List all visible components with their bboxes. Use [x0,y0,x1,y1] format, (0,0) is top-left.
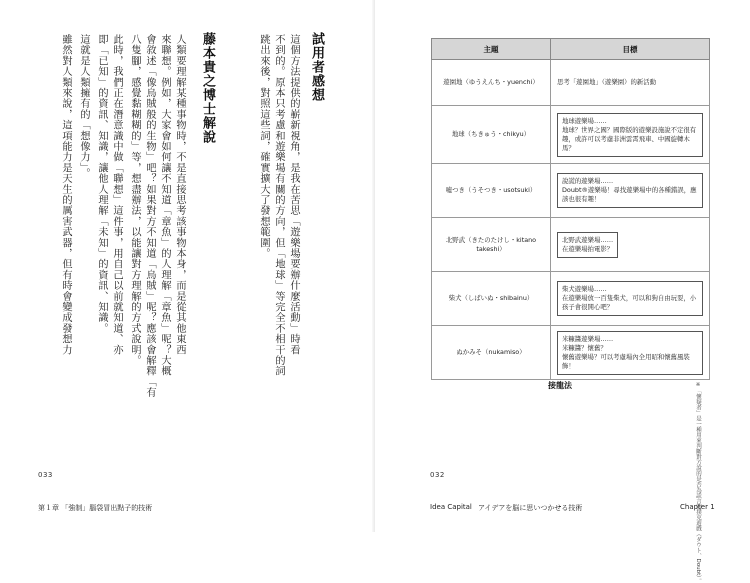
table-cell-topic: 嘘つき（うそつき・usotsuki） [432,164,551,218]
section2-line-7: 這就是人類擁有的「想像力」。 [78,34,89,179]
table-cell-goal [551,164,710,218]
table-cell-topic: ぬかみそ（nukamiso） [432,326,551,380]
topic-goal-table [431,38,710,380]
goal-idea-box: 米糠醬遊樂場…… 米糠醬？懷舊？ 懷舊遊樂場？可以考慮場內全用昭和懷舊風裝飾！ [557,331,703,375]
table-row [432,218,710,272]
section2-line-5: 此時，我們正在潛意識中做「聯想」這件事，用自己以前就知道、亦 [111,34,122,355]
table-cell-topic: 遊園地（ゆうえんち・yuenchi） [432,60,551,106]
page-number-left: 033 [38,471,53,479]
section1-heading: 試用者感想 [309,32,324,102]
table-header-row [432,39,710,60]
table-row [432,326,710,380]
goal-idea-box: 說謊的遊樂場…… Doubt®遊樂場！尋找遊樂場中的各種錯誤，應該也很有趣！ [557,173,703,208]
goal-idea-box: 北野武遊樂場…… 在遊樂場拍電影？ [557,232,618,258]
table-cell-goal [551,218,710,272]
table-body [432,60,710,380]
section2-line-6: 即「已知」的資訊、知識，讓他人理解「未知」的資訊、知識。 [96,34,107,334]
right-footer-chapter: Chapter 1 [680,503,715,511]
goal-text: 思考「遊園地」（遊樂園）的新活動 [557,78,657,86]
table-cell-topic: 地球（ちきゅう・chikyu） [432,106,551,164]
table-cell-topic: 北野武（きたのたけし・kitano takeshi） [432,218,551,272]
goal-idea-box: 地球遊樂場…… 地球？世界之國？國際版的遊樂設施說不定很有趣，或許可以考慮非洲雲霄飛車、中國旋轉木馬？ [557,113,703,157]
table-cell-goal [551,272,710,326]
section2-line-2: 來聯想。例如，大家會如何讓不知道「章魚」的人理解「章魚」呢？大概 [159,34,170,377]
table-cell-goal [551,106,710,164]
section1-line-3: 跳出來後，對照這些詞，確實擴大了發想範圍。 [258,34,269,259]
side-note: ※「懷疑者」是一種用來判斷對方說的是否為謊言的撲克遊戲（ダウト、Doubt）。 [695,382,701,583]
right-footer-book-title: Idea Capital [430,503,472,511]
table-header-goal: 目標 [551,39,710,60]
table-cell-goal [551,60,710,106]
section1-line-1: 這個方法提供的嶄新視角，是我在苦思「遊樂場要辦什麼活動」時看 [288,34,299,355]
page-number-right: 032 [430,471,445,479]
table-row [432,106,710,164]
section2-line-8: 雖然對人類來說，這項能力是天生的厲害武器，但有時會變成發想力 [60,34,71,355]
section1-line-2: 不到的。原本只考慮和遊樂場有關的方向，但「地球」等完全不相干的詞 [273,34,284,377]
right-footer-subtitle: アイデアを脳に思いつかせる技術 [478,504,583,512]
section2-heading: 藤本貴之博士解說 [200,32,215,144]
table-header-topic: 主題 [432,39,551,60]
left-page [0,0,375,532]
goal-idea-box: 柴犬遊樂場…… 在遊樂場放一百隻柴犬，可以和狗自由玩耍，小孩子會很開心吧？ [557,281,703,316]
table-row [432,272,710,326]
left-running-footer: 第１章 「強制」腦袋冒出點子的技術 [38,504,153,512]
section2-line-4: 八隻腳，感覺黏糊糊的」等，想盡辦法，以能讓對方理解的方式說明。 [129,34,140,366]
table-cell-topic: 柴犬（しばいぬ・shibainu） [432,272,551,326]
table-cell-goal [551,326,710,380]
section-heading-chain: 接龍法 [548,381,572,390]
section2-line-3: 會敘述「像烏賊般的生物」吧？如果對方不知道「烏賊」呢？應該會解釋「有 [144,34,155,398]
table-row [432,164,710,218]
section2-line-1: 人類要理解某種事物時，不是直接思考該事物本身，而是從其他東西 [174,34,185,355]
table-row [432,60,710,106]
